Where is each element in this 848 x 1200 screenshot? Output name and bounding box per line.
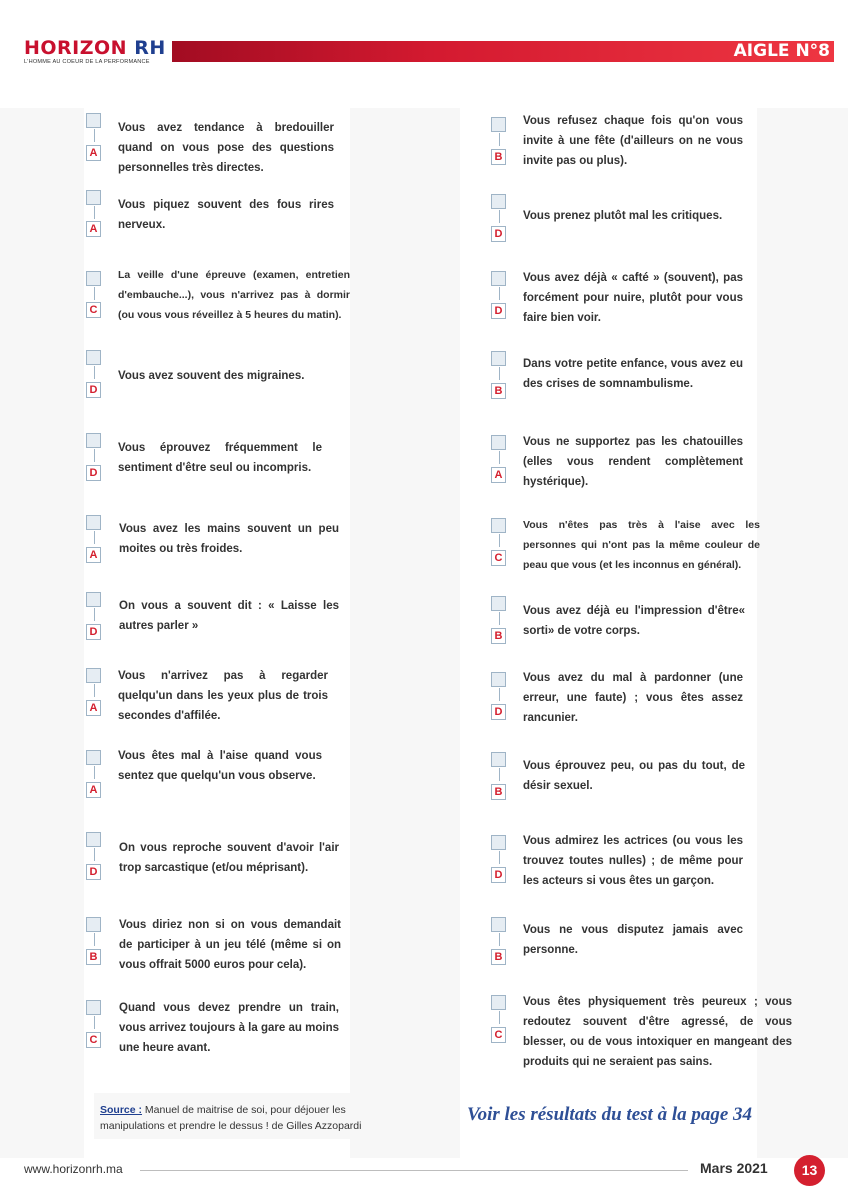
connector-line [499, 933, 500, 946]
question-text: Vous piquez souvent des fous rires nerveux. [118, 199, 334, 231]
answer-checkbox[interactable] [86, 190, 101, 205]
source-text: Manuel de maitrise de soi, pour déjouer les manipulations et prendre le dessus ! de Gilles Azzopardi [100, 1104, 362, 1132]
answer-letter: B [491, 149, 506, 165]
connector-line [94, 449, 95, 462]
answer-letter: D [86, 465, 101, 481]
connector-line [94, 684, 95, 697]
answer-letter: D [86, 624, 101, 640]
answer-checkbox[interactable] [86, 113, 101, 128]
answer-checkbox[interactable] [86, 917, 101, 932]
answer-checkbox[interactable] [86, 433, 101, 448]
answer-letter: B [86, 949, 101, 965]
answer-checkbox[interactable] [86, 515, 101, 530]
question-text: Vous ne vous disputez jamais avec personne. [523, 924, 743, 956]
connector-line [94, 933, 95, 946]
answer-letter: B [491, 628, 506, 644]
answer-checkbox[interactable] [491, 271, 506, 286]
answer-letter: C [86, 302, 101, 318]
answer-checkbox[interactable] [491, 596, 506, 611]
answer-checkbox[interactable] [491, 117, 506, 132]
connector-line [94, 608, 95, 621]
answer-checkbox[interactable] [86, 832, 101, 847]
middle-gutter-panel [350, 108, 460, 1158]
answer-letter: A [86, 700, 101, 716]
answer-checkbox[interactable] [86, 1000, 101, 1015]
left-margin-panel [0, 108, 84, 1158]
answer-letter: A [86, 547, 101, 563]
issue-tag: AIGLE N°8 [733, 41, 830, 61]
question-text: Vous avez souvent des migraines. [118, 370, 305, 382]
answer-letter: A [491, 467, 506, 483]
answer-checkbox[interactable] [491, 752, 506, 767]
logo-wordmark [24, 38, 166, 58]
answer-letter: D [491, 226, 506, 242]
answer-letter: C [491, 1027, 506, 1043]
answer-checkbox[interactable] [86, 750, 101, 765]
connector-line [499, 451, 500, 464]
answer-letter: D [491, 303, 506, 319]
question-text: On vous a souvent dit : « Laisse les autres parler » [119, 600, 339, 632]
connector-line [499, 612, 500, 625]
source-label: Source : [100, 1104, 143, 1116]
answer-letter: A [86, 782, 101, 798]
question-text: Vous avez déjà eu l'impression d'être« sorti» de votre corps. [523, 605, 745, 637]
answer-letter: D [86, 864, 101, 880]
connector-line [94, 366, 95, 379]
answer-checkbox[interactable] [86, 350, 101, 365]
connector-line [499, 133, 500, 146]
page-number-badge: 13 [794, 1155, 825, 1186]
answer-checkbox[interactable] [491, 672, 506, 687]
connector-line [94, 287, 95, 300]
question-text: Vous n'êtes pas très à l'aise avec les personnes qui n'ont pas la même couleur de peau que vous (et les inconnus en général). [523, 519, 760, 571]
question-text: Vous admirez les actrices (ou vous les trouvez toutes nulles) ; de même pour les acteurs si vous êtes un garçon. [523, 835, 743, 887]
logo-word-horizon: HORIZON [24, 37, 128, 59]
question-text: Vous n'arrivez pas à regarder quelqu'un dans les yeux plus de trois secondes d'affilée. [118, 670, 328, 722]
question-text: Vous ne supportez pas les chatouilles (elles vous rendent complètement hystérique). [523, 436, 743, 488]
question-text: Vous êtes physiquement très peureux ; vous redoutez souvent d'être agressé, de vous blesser, ou de vous intoxiquer en mangeant des produits qui ne seraient pas sains. [523, 996, 792, 1068]
answer-letter: B [491, 949, 506, 965]
question-text: Vous refusez chaque fois qu'on vous invite à une fête (d'ailleurs on ne vous invite pas ou plus). [523, 115, 743, 167]
connector-line [499, 1011, 500, 1024]
answer-letter: B [491, 784, 506, 800]
footer-divider [140, 1170, 688, 1171]
horizon-rh-logo [24, 38, 166, 65]
connector-line [499, 367, 500, 380]
website-link[interactable]: www.horizonrh.ma [24, 1162, 123, 1176]
logo-word-rh: RH [134, 37, 166, 59]
answer-checkbox[interactable] [491, 518, 506, 533]
answer-letter: B [491, 383, 506, 399]
question-text: Vous avez déjà « cafté » (souvent), pas forcément pour nuire, plutôt pour vous faire bien voir. [523, 272, 743, 324]
answer-letter: C [491, 550, 506, 566]
answer-checkbox[interactable] [491, 194, 506, 209]
connector-line [499, 768, 500, 781]
answer-letter: C [86, 1032, 101, 1048]
question-text: Vous diriez non si on vous demandait de participer à un jeu télé (même si on vous offrait 5000 euros pour cela). [119, 919, 341, 971]
connector-line [499, 287, 500, 300]
answer-letter: D [86, 382, 101, 398]
logo-tagline: L'HOMME AU COEUR DE LA PERFORMANCE [24, 59, 150, 65]
answer-letter: A [86, 145, 101, 161]
answer-checkbox[interactable] [491, 435, 506, 450]
answer-checkbox[interactable] [491, 351, 506, 366]
answer-letter: D [491, 704, 506, 720]
question-text: Vous éprouvez fréquemment le sentiment d'être seul ou incompris. [118, 442, 322, 474]
question-text: La veille d'une épreuve (examen, entretien d'embauche...), vous n'arrivez pas à dormir (ou vous vous réveillez à 5 heures du matin). [118, 269, 350, 321]
question-text: Vous avez tendance à bredouiller quand on vous pose des questions personnelles très directes. [118, 122, 334, 174]
connector-line [94, 848, 95, 861]
question-text: Vous êtes mal à l'aise quand vous sentez que quelqu'un vous observe. [118, 750, 322, 782]
connector-line [94, 129, 95, 142]
question-text: Vous éprouvez peu, ou pas du tout, de désir sexuel. [523, 760, 745, 792]
question-text: Quand vous devez prendre un train, vous arrivez toujours à la gare au moins une heure avant. [119, 1002, 339, 1054]
results-link[interactable]: Voir les résultats du test à la page 34 [467, 1104, 753, 1125]
question-text: Dans votre petite enfance, vous avez eu des crises de somnambulisme. [523, 358, 743, 390]
question-text: On vous reproche souvent d'avoir l'air trop sarcastique (et/ou méprisant). [119, 842, 339, 874]
answer-letter: D [491, 867, 506, 883]
issue-date: Mars 2021 [700, 1160, 768, 1176]
answer-checkbox[interactable] [86, 271, 101, 286]
answer-letter: A [86, 221, 101, 237]
question-text: Vous prenez plutôt mal les critiques. [523, 210, 723, 222]
connector-line [94, 206, 95, 219]
connector-line [94, 1016, 95, 1029]
answer-checkbox[interactable] [491, 835, 506, 850]
answer-checkbox[interactable] [86, 668, 101, 683]
question-text: Vous avez les mains souvent un peu moites ou très froides. [119, 523, 339, 555]
source-citation [100, 1102, 406, 1134]
answer-checkbox[interactable] [491, 995, 506, 1010]
connector-line [499, 210, 500, 223]
question-text: Vous avez du mal à pardonner (une erreur, une faute) ; vous êtes assez rancunier. [523, 672, 743, 724]
connector-line [499, 851, 500, 864]
answer-checkbox[interactable] [86, 592, 101, 607]
connector-line [94, 766, 95, 779]
connector-line [499, 534, 500, 547]
connector-line [94, 531, 95, 544]
connector-line [499, 688, 500, 701]
answer-checkbox[interactable] [491, 917, 506, 932]
